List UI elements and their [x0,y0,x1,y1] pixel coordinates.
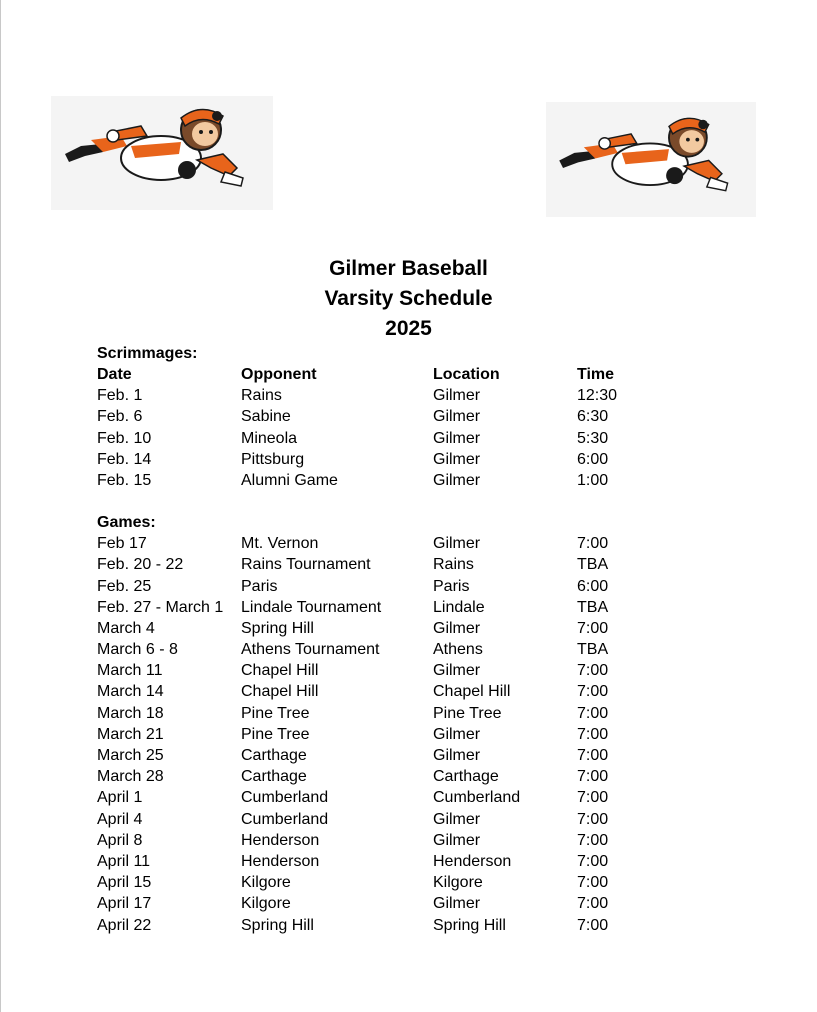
cell-date: March 21 [97,725,164,743]
title-line-1: Gilmer Baseball [329,257,488,280]
table-row [97,533,717,554]
cell-opponent: Spring Hill [241,916,314,934]
column-headers [97,364,717,385]
table-row [97,449,717,470]
table-row [97,766,717,787]
cell-time: 6:00 [577,450,609,468]
title-line-3: 2025 [385,317,432,340]
game-rows [97,533,717,936]
table-row [97,660,717,681]
cell-opponent: Chapel Hill [241,683,319,701]
cell-date: Feb. 1 [97,387,143,405]
cell-time: 7:00 [577,535,609,553]
cell-opponent: Lindale Tournament [241,598,382,616]
table-row [97,597,717,618]
cell-opponent: Rains [241,387,282,405]
table-row [97,618,717,639]
table-row [97,385,717,406]
table-row [97,554,717,575]
cell-location: Henderson [433,852,512,870]
table-row [97,639,717,660]
cell-location: Carthage [433,768,499,786]
cell-opponent: Henderson [241,831,320,849]
scrimmage-rows [97,385,717,491]
cell-time: 7:00 [577,852,609,870]
cell-date: April 17 [97,895,152,913]
cell-opponent: Alumni Game [241,471,338,489]
cell-time: 7:00 [577,810,609,828]
cell-location: Cumberland [433,789,521,807]
cell-time: 1:00 [577,471,609,489]
cell-opponent: Pittsburg [241,450,305,468]
cell-time: 12:30 [577,387,618,405]
buckeye-mascot-icon [51,96,273,210]
cell-time: 7:00 [577,619,609,637]
table-row [97,724,717,745]
cell-opponent: Sabine [241,408,291,426]
cell-location: Gilmer [433,725,481,743]
section-spacer [97,491,717,512]
games-label: Games: [97,514,156,532]
cell-date: Feb 17 [97,535,147,553]
cell-date: Feb. 10 [97,429,152,447]
cell-date: Feb. 6 [97,408,143,426]
cell-date: March 25 [97,747,164,764]
title-line-2: Varsity Schedule [324,287,493,310]
cell-location: Gilmer [433,810,481,828]
cell-opponent: Pine Tree [241,725,310,743]
cell-date: April 4 [97,810,143,828]
cell-time: TBA [577,556,609,574]
header-date: Date [97,366,132,383]
cell-location: Gilmer [433,831,481,849]
cell-time: 7:00 [577,704,609,722]
cell-time: 7:00 [577,874,609,892]
table-row [97,872,717,893]
cell-time: 7:00 [577,662,609,680]
cell-time: 7:00 [577,831,609,849]
cell-date: March 11 [97,662,163,680]
cell-location: Kilgore [433,874,483,892]
cell-date: April 22 [97,916,152,934]
cell-time: 7:00 [577,916,609,934]
cell-location: Rains [433,556,474,574]
cell-time: 7:00 [577,768,609,786]
cell-location: Pine Tree [433,704,502,722]
cell-date: April 15 [97,874,152,892]
table-row [97,576,717,597]
cell-date: March 14 [97,683,164,701]
table-row [97,703,717,724]
schedule-table [97,343,717,936]
cell-date: April 1 [97,789,143,807]
cell-opponent: Pine Tree [241,704,310,722]
cell-location: Gilmer [433,747,481,764]
cell-location: Gilmer [433,429,481,447]
table-row [97,809,717,830]
cell-opponent: Chapel Hill [241,662,319,680]
cell-location: Lindale [433,598,485,616]
cell-opponent: Paris [241,577,278,595]
cell-opponent: Kilgore [241,874,291,892]
cell-date: March 28 [97,768,164,786]
cell-date: Feb. 14 [97,450,152,468]
cell-time: 5:30 [577,429,609,447]
buckeye-mascot-icon [546,102,756,217]
table-row [97,745,717,766]
cell-location: Gilmer [433,387,481,405]
cell-date: March 6 - 8 [97,641,178,659]
cell-date: Feb. 20 - 22 [97,556,184,574]
cell-date: Feb. 15 [97,471,152,489]
cell-time: 7:00 [577,683,609,701]
cell-location: Athens [433,641,483,659]
cell-time: 7:00 [577,895,609,913]
table-row [97,681,717,702]
cell-location: Spring Hill [433,916,506,934]
table-row [97,787,717,808]
table-row [97,915,717,936]
cell-opponent: Carthage [241,768,307,786]
header-opponent: Opponent [241,366,317,383]
cell-opponent: Rains Tournament [241,556,371,574]
cell-location: Chapel Hill [433,683,511,701]
cell-time: 7:00 [577,789,609,807]
table-row [97,893,717,914]
cell-time: 6:00 [577,577,609,595]
cell-opponent: Mineola [241,429,298,447]
cell-date: April 11 [97,852,151,870]
cell-opponent: Mt. Vernon [241,535,319,553]
cell-location: Gilmer [433,471,481,489]
cell-opponent: Henderson [241,852,320,870]
page-edge [0,0,1,1012]
table-row [97,470,717,491]
table-row [97,428,717,449]
cell-time: TBA [577,641,609,659]
cell-time: 7:00 [577,725,609,743]
cell-location: Gilmer [433,895,481,913]
cell-location: Gilmer [433,662,481,680]
cell-date: Feb. 25 [97,577,152,595]
header-location: Location [433,366,500,383]
cell-time: 6:30 [577,408,609,426]
cell-location: Paris [433,577,470,595]
scrimmages-label: Scrimmages: [97,345,198,362]
cell-opponent: Kilgore [241,895,291,913]
cell-date: April 8 [97,831,143,849]
table-row [97,406,717,427]
cell-date: Feb. 27 - March 1 [97,598,224,616]
table-row [97,830,717,851]
cell-time: 7:00 [577,747,609,764]
cell-opponent: Spring Hill [241,619,314,637]
cell-location: Gilmer [433,619,481,637]
table-row [97,851,717,872]
header-time: Time [577,366,615,383]
cell-opponent: Athens Tournament [241,641,380,659]
cell-date: March 4 [97,619,155,637]
cell-date: March 18 [97,704,164,722]
cell-opponent: Cumberland [241,810,329,828]
cell-opponent: Cumberland [241,789,329,807]
cell-location: Gilmer [433,450,481,468]
document-title [0,254,817,344]
cell-opponent: Carthage [241,747,307,764]
cell-location: Gilmer [433,408,481,426]
cell-time: TBA [577,598,609,616]
cell-location: Gilmer [433,535,481,553]
